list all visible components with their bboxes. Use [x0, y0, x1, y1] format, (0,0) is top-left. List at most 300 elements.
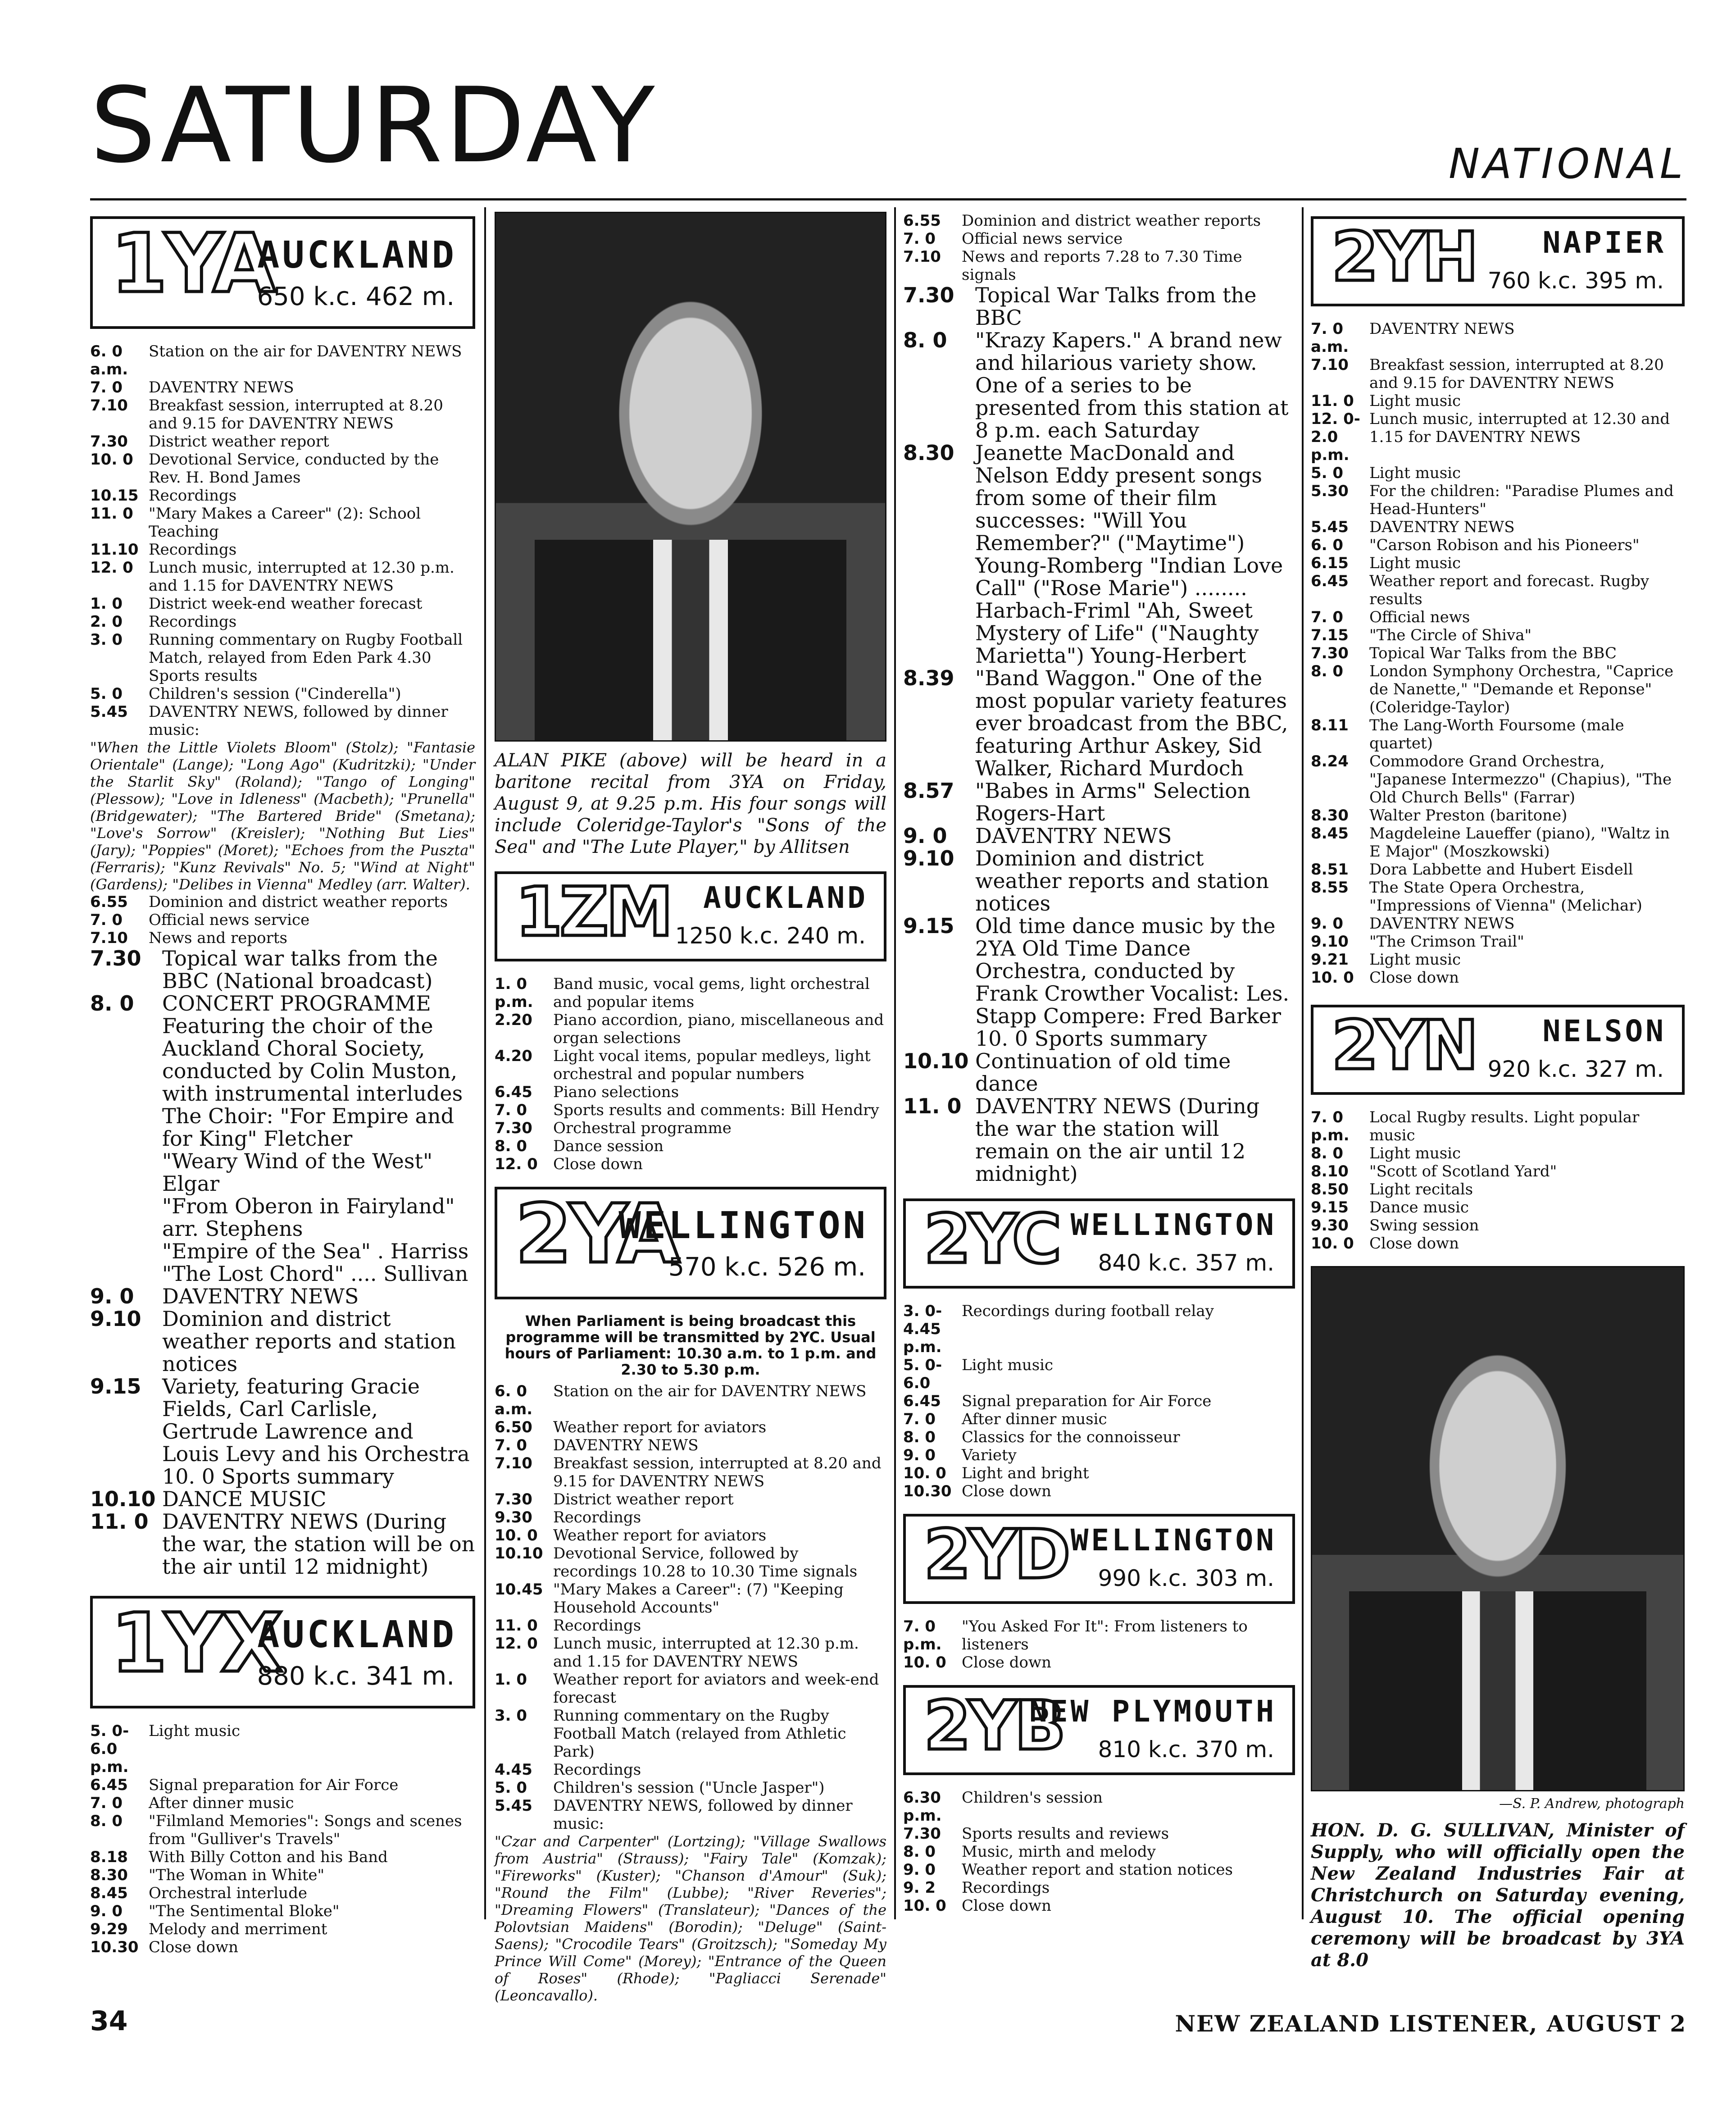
programme-description: Local Rugby results. Light popular music [1369, 1108, 1640, 1144]
programme-time: 8.30 [90, 1866, 128, 1884]
programme-description: Devotional Service, followed by recordings 10.28 to 10.30 Time signals [553, 1544, 858, 1581]
programme-time: 9. 0 [90, 1284, 134, 1308]
programme-item [495, 1581, 886, 1617]
programme-time: 7. 0 [495, 1436, 527, 1454]
programme-description: DAVENTRY NEWS [1369, 320, 1515, 338]
programme-description: "Carson Robison and his Pioneers" [1369, 536, 1640, 554]
programme-description: Light music [962, 1356, 1054, 1374]
programme-time: 3. 0 [495, 1707, 527, 1725]
programme-description: Variety, featuring Gracie Fields, Carl Carlisle, Gertrude Lawrence and Louis Levy and his Orchestra 10. 0 Sports summary [162, 1374, 470, 1489]
programme-time: 8. 0 [903, 328, 947, 352]
programme-list [495, 975, 886, 1173]
programme-time [90, 1240, 162, 1262]
programme-item [1311, 806, 1685, 824]
programme-time: 9.29 [90, 1920, 128, 1938]
station-box-2yc [903, 1198, 1295, 1289]
programme-description: Station on the air for DAVENTRY NEWS [553, 1382, 867, 1400]
programme-time: 8. 0 [1311, 1144, 1344, 1162]
programme-item [90, 1307, 475, 1375]
programme-description: "From Oberon in Fairyland" arr. Stephens [162, 1194, 455, 1241]
programme-description: Official news service [149, 911, 310, 929]
programme-description: Recordings during football relay [962, 1302, 1214, 1320]
programme-time [90, 1150, 162, 1195]
programme-time: 1. 0 [495, 1671, 527, 1689]
programme-item [90, 505, 475, 541]
programme-description: DAVENTRY NEWS [1369, 915, 1515, 933]
programme-list [1311, 320, 1685, 987]
programme-time: 6. 0 [1311, 536, 1344, 554]
programme-item [903, 1356, 1295, 1392]
programme-item [495, 1011, 886, 1047]
programme-description: Weather report for aviators [553, 1418, 767, 1436]
programme-item [1311, 410, 1685, 464]
programme-list [903, 1789, 1295, 1915]
programme-time: 5.45 [495, 1797, 532, 1815]
programme-time: 12. 0-2.0 p.m. [1311, 410, 1360, 464]
programme-item [1311, 951, 1685, 969]
programme-time: 10. 0 [495, 1526, 538, 1544]
programme-item [495, 1635, 886, 1671]
programme-time: 7. 0 [90, 378, 123, 396]
programme-item [1311, 662, 1685, 716]
programme-list [90, 342, 475, 739]
programme-item [903, 1789, 1295, 1825]
programme-item [90, 929, 475, 947]
programme-item [903, 779, 1295, 824]
programme-time: 11. 0 [90, 1509, 149, 1534]
programme-time: 5. 0 [90, 685, 123, 703]
programme-item [495, 1083, 886, 1101]
station-frequency: 840 k.c. 357 m. [1098, 1250, 1274, 1276]
programme-time: 5.45 [1311, 518, 1349, 536]
programme-description: Dominion and district weather reports and station notices [975, 846, 1269, 916]
programme-item [495, 1526, 886, 1544]
programme-time: 9. 0 [903, 1446, 936, 1464]
programme-time: 8. 0 [90, 1812, 123, 1830]
programme-description: Weather report for aviators [553, 1526, 767, 1544]
programme-item [903, 1410, 1295, 1428]
programme-item [90, 595, 475, 613]
programme-time: 8.55 [1311, 879, 1349, 897]
programme-description: Lunch music, interrupted at 12.30 and 1.15 for DAVENTRY NEWS [1369, 410, 1670, 446]
programme-description: "Krazy Kapers." A brand new and hilarious variety show. One of a series to be presented from this station at 8 p.m. each Saturday [975, 328, 1289, 442]
programme-time: 9.15 [90, 1374, 141, 1398]
programme-time: 6.30 p.m. [903, 1789, 942, 1825]
programme-description: Devotional Service, conducted by the Rev. H. Bond James [149, 451, 439, 487]
programme-time: 7.30 [495, 1490, 532, 1508]
programme-time: 10.30 [903, 1482, 952, 1500]
programme-description: Recordings [149, 613, 237, 631]
programme-time: 5.45 [90, 703, 128, 721]
programme-item [495, 1544, 886, 1581]
programme-description: Melody and merriment [149, 1920, 327, 1938]
programme-description: District week-end weather forecast [149, 595, 423, 613]
parliament-notice: When Parliament is being broadcast this programme will be transmitted by 2YC. Usual hours of Parliament: 10.30 a.m. to 1 p.m. and 2.30 to 5.30 p.m. [504, 1312, 877, 1378]
programme-item [495, 1454, 886, 1490]
programme-description: Close down [962, 1653, 1051, 1672]
programme-time: 2.20 [495, 1011, 532, 1029]
programme-time: 11. 0 [90, 505, 133, 523]
programme-description: Lunch music, interrupted at 12.30 p.m. and 1.15 for DAVENTRY NEWS [149, 559, 454, 595]
programme-time: 10. 0 [903, 1653, 946, 1672]
station-frequency: 880 k.c. 341 m. [257, 1662, 454, 1691]
programme-item [903, 1392, 1295, 1410]
programme-description: Dominion and district weather reports and station notices [162, 1307, 456, 1376]
programme-item [90, 1794, 475, 1812]
programme-time: 10.10 [90, 1487, 156, 1511]
programme-description: Continuation of old time dance [975, 1049, 1231, 1096]
station-box-2ya [495, 1187, 886, 1299]
programme-item [903, 1617, 1295, 1653]
programme-time: 10. 0 [903, 1464, 946, 1482]
programme-time: 7. 0 [495, 1101, 527, 1119]
programme-time: 8.45 [1311, 824, 1349, 843]
programme-description: "Band Waggon." One of the most popular variety features ever broadcast from the BBC, featuring Arthur Askey, Sid Walker, Richard Murdoch [975, 666, 1288, 780]
programme-item [903, 1653, 1295, 1672]
programme-item [90, 1262, 475, 1285]
programme-time: 8. 0 [495, 1137, 527, 1155]
programme-time: 9. 2 [903, 1879, 936, 1897]
programme-time: 8.30 [903, 441, 954, 465]
programme-item [90, 1884, 475, 1902]
programme-item [1311, 482, 1685, 518]
programme-item [90, 1375, 475, 1488]
programme-item [903, 1050, 1295, 1095]
programme-description: Recordings [553, 1617, 641, 1635]
programme-description: DAVENTRY NEWS [149, 378, 294, 396]
programme-time: 9. 0 [903, 824, 947, 848]
column-2 [495, 212, 886, 2004]
programme-time: 5.30 [1311, 482, 1349, 500]
station-callsign: 2YH [1332, 218, 1476, 296]
station-frequency: 990 k.c. 303 m. [1098, 1565, 1274, 1591]
programme-time: 8. 0 [903, 1843, 936, 1861]
programme-time: 1. 0 p.m. [495, 975, 533, 1011]
programme-item [1311, 356, 1685, 392]
station-frequency: 810 k.c. 370 m. [1098, 1736, 1274, 1763]
programme-description: Signal preparation for Air Force [962, 1392, 1212, 1410]
programme-description: DAVENTRY NEWS (During the war the station will remain on the air until 12 midnight) [975, 1094, 1260, 1186]
programme-item [903, 1861, 1295, 1879]
station-box-2yn [1311, 1005, 1685, 1095]
programme-time: 7.30 [90, 433, 128, 451]
programme-description: "Mary Makes a Career" (2): School Teaching [149, 505, 421, 541]
programme-item [903, 329, 1295, 442]
programme-item [903, 1428, 1295, 1446]
programme-item [903, 1446, 1295, 1464]
programme-item [1311, 536, 1685, 554]
programme-item [903, 1302, 1295, 1356]
programme-item [495, 1047, 886, 1083]
programme-time: 7. 0 a.m. [1311, 320, 1349, 356]
programme-item [90, 1488, 475, 1510]
programme-description: Weather report and forecast. Rugby results [1369, 572, 1650, 608]
programme-time: 8.18 [90, 1848, 128, 1866]
programme-item [495, 975, 886, 1011]
programme-time: 8.45 [90, 1884, 128, 1902]
programme-item [90, 911, 475, 929]
programme-item [90, 992, 475, 1105]
station-city: AUCKLAND [257, 234, 457, 277]
station-city: WELLINGTON [1070, 1523, 1277, 1558]
programme-item [495, 1761, 886, 1779]
programme-item [1311, 1180, 1685, 1198]
programme-description: DANCE MUSIC [162, 1487, 327, 1511]
programme-description: "Filmland Memories": Songs and scenes from "Gulliver's Travels" [149, 1812, 462, 1848]
programme-time: 7.10 [90, 929, 128, 947]
station-callsign: 2YA [515, 1187, 677, 1281]
programme-description: Sports results and reviews [962, 1825, 1169, 1843]
programme-time: 7.30 [90, 946, 141, 970]
programme-time: 8.10 [1311, 1162, 1349, 1180]
programme-item [903, 1825, 1295, 1843]
programme-item [1311, 716, 1685, 752]
programme-item [495, 1155, 886, 1173]
programme-item [903, 212, 1295, 230]
programme-time: 10. 0 [1311, 1234, 1354, 1253]
programme-time: 9. 0 [903, 1861, 936, 1879]
programme-list [90, 893, 475, 947]
programme-item [1311, 626, 1685, 644]
station-box-1zm [495, 871, 886, 961]
programme-description: Light music [149, 1722, 241, 1740]
column-1 [90, 212, 475, 1956]
programme-item [90, 433, 475, 451]
programme-description: The Lang-Worth Foursome (male quartet) [1369, 716, 1624, 752]
programme-description: Light music [1369, 951, 1461, 969]
programme-item [495, 1671, 886, 1707]
programme-time: 7.10 [1311, 356, 1349, 374]
page-title: SATURDAY [90, 66, 658, 186]
programme-item [90, 631, 475, 685]
programme-time: 9.15 [1311, 1198, 1349, 1216]
programme-item [1311, 969, 1685, 987]
programme-description: CONCERT PROGRAMME Featuring the choir of the Auckland Choral Society, conducted by Colin Muston, with instrumental interludes [162, 991, 463, 1106]
programme-description: London Symphony Orchestra, "Caprice de Nanette," "Demande et Reponse" (Coleridge-Taylor) [1369, 662, 1674, 716]
programme-description: Walter Preston (baritone) [1369, 806, 1568, 824]
programme-time: 8.30 [1311, 806, 1349, 824]
programme-item [1311, 1216, 1685, 1234]
programme-item [1311, 1144, 1685, 1162]
programme-item [90, 1105, 475, 1150]
programme-time: 7. 0 [903, 1410, 936, 1428]
programme-item [495, 1382, 886, 1418]
programme-time: 9.21 [1311, 951, 1349, 969]
programme-description: "The Sentimental Bloke" [149, 1902, 340, 1920]
programme-description: Orchestral programme [553, 1119, 732, 1137]
programme-description: Light music [1369, 464, 1461, 482]
programme-time: 7.30 [495, 1119, 532, 1137]
programme-description: DAVENTRY NEWS, followed by dinner music: [553, 1797, 853, 1833]
programme-item [495, 1119, 886, 1137]
programme-item [495, 1137, 886, 1155]
programme-time: 8. 0 [90, 991, 134, 1016]
programme-item [90, 1150, 475, 1195]
programme-time: 10. 0 [1311, 969, 1354, 987]
programme-time: 6.15 [1311, 554, 1349, 572]
programme-description: Orchestral interlude [149, 1884, 307, 1902]
programme-time: 10.45 [495, 1581, 543, 1599]
programme-item [90, 613, 475, 631]
programme-item [90, 703, 475, 739]
programme-time: 6. 0 a.m. [495, 1382, 533, 1418]
programme-item [1311, 1108, 1685, 1144]
programme-description: Dominion and district weather reports [962, 212, 1261, 230]
programme-description: Close down [1369, 1234, 1459, 1253]
programme-item [90, 1722, 475, 1776]
column-divider [894, 207, 896, 1919]
station-box-2yd [903, 1514, 1295, 1604]
programme-description: Dance music [1369, 1198, 1469, 1216]
station-box-2yh [1311, 216, 1685, 306]
programme-description: Light vocal items, popular medleys, light orchestral and popular numbers [553, 1047, 871, 1083]
programme-item [495, 1617, 886, 1635]
programme-item [495, 1707, 886, 1761]
station-callsign: 2YD [924, 1516, 1068, 1594]
programme-description: Recordings [553, 1761, 641, 1779]
programme-item [90, 1776, 475, 1794]
programme-time: 10. 0 [903, 1897, 946, 1915]
programme-description: Light music [1369, 554, 1461, 572]
programme-item [90, 378, 475, 396]
programme-description: Close down [962, 1482, 1051, 1500]
programme-time: 9.30 [1311, 1216, 1349, 1234]
programme-item [90, 947, 475, 992]
programme-item [903, 1897, 1295, 1915]
programme-time: 7.10 [495, 1454, 532, 1472]
programme-item [903, 1482, 1295, 1500]
programme-list [90, 1722, 475, 1956]
column-4 [1311, 212, 1685, 1985]
programme-time: 5. 0 [495, 1779, 527, 1797]
programme-description: DAVENTRY NEWS [162, 1284, 359, 1308]
programme-description: Close down [1369, 969, 1459, 987]
programme-list-large [903, 284, 1295, 1185]
programme-time: 6.50 [495, 1418, 532, 1436]
photo-caption: HON. D. G. SULLIVAN, Minister of Supply, who will officially open the New Zealand Industries Fair at Christchurch on Saturday evening, August 10. The official opening ceremony will be broadcast by 3YA at 8.0 [1311, 1820, 1685, 1971]
programme-description: Topical War Talks from the BBC [975, 283, 1257, 330]
programme-item [495, 1797, 886, 1833]
station-box-1ya [90, 216, 475, 329]
programme-time: 7.30 [903, 1825, 941, 1843]
station-city: WELLINGTON [618, 1204, 868, 1247]
programme-item [495, 1779, 886, 1797]
programme-time: 11. 0 [1311, 392, 1354, 410]
column-3 [903, 212, 1295, 1915]
programme-description: "The Woman in White" [149, 1866, 325, 1884]
programme-description: Signal preparation for Air Force [149, 1776, 399, 1794]
programme-item [90, 893, 475, 911]
programme-item [90, 1920, 475, 1938]
programme-list-large [90, 947, 475, 1578]
programme-time [90, 1105, 162, 1150]
programme-description: "The Lost Chord" .... Sullivan [162, 1262, 468, 1286]
programme-item [495, 1490, 886, 1508]
programme-description: Official news [1369, 608, 1470, 626]
section-label: NATIONAL [1449, 140, 1686, 188]
programme-description: Children's session [962, 1789, 1103, 1807]
programme-description: District weather report [149, 433, 329, 451]
programme-time: 10.30 [90, 1938, 139, 1956]
station-city: WELLINGTON [1070, 1207, 1277, 1242]
programme-description: Running commentary on the Rugby Football Match (relayed from Athletic Park) [553, 1707, 846, 1761]
programme-description: "You Asked For It": From listeners to listeners [962, 1617, 1248, 1653]
programme-item [903, 248, 1295, 284]
programme-description: News and reports 7.28 to 7.30 Time signals [962, 248, 1242, 284]
programme-time: 6.45 [1311, 572, 1349, 590]
programme-description: Magdeleine Laueffer (piano), "Waltz in E Major" (Moszkowski) [1369, 824, 1670, 861]
programme-description: Music, mirth and melody [962, 1843, 1156, 1861]
programme-item [90, 1848, 475, 1866]
station-frequency: 1250 k.c. 240 m. [675, 923, 866, 949]
page-number: 34 [90, 2005, 128, 2037]
programme-description: "Empire of the Sea" . Harriss [162, 1239, 469, 1263]
station-box-1yx [90, 1596, 475, 1708]
programme-description: Dominion and district weather reports [149, 893, 448, 911]
programme-time: 9.30 [495, 1508, 532, 1526]
programme-item [90, 451, 475, 487]
programme-description: District weather report [553, 1490, 734, 1508]
programme-item [1311, 320, 1685, 356]
programme-time: 8.39 [903, 666, 954, 690]
station-city: NAPIER [1542, 225, 1666, 260]
programme-description: Old time dance music by the 2YA Old Time Dance Orchestra, conducted by Frank Crowther Vocalist: Les. Stapp Compere: Fred Barker 10. 0 Sports summary [975, 914, 1290, 1051]
portrait-photo [1311, 1266, 1685, 1791]
programme-item [1311, 608, 1685, 626]
programme-item [903, 1843, 1295, 1861]
programme-time: 6.45 [90, 1776, 128, 1794]
station-callsign: 1ZM [515, 873, 671, 952]
programme-description: "Babes in Arms" Selection Rogers-Hart [975, 779, 1251, 825]
programme-item [495, 1418, 886, 1436]
programme-description: Sports results and comments: Bill Hendry [553, 1101, 879, 1119]
programme-time: 10.10 [903, 1049, 969, 1073]
programme-item [903, 1095, 1295, 1185]
programme-list [903, 1302, 1295, 1500]
programme-list [903, 1617, 1295, 1672]
station-city: NELSON [1542, 1014, 1666, 1048]
programme-description: Children's session ("Uncle Jasper") [553, 1779, 825, 1797]
programme-description: DAVENTRY NEWS [1369, 518, 1515, 536]
programme-time: 9.10 [903, 846, 954, 870]
programme-time: 7. 0 [90, 1794, 123, 1812]
programme-time [90, 1262, 162, 1285]
programme-description: Dance session [553, 1137, 664, 1155]
programme-item [1311, 861, 1685, 879]
station-callsign: 2YN [1332, 1007, 1476, 1085]
programme-item [90, 541, 475, 559]
programme-time: 6. 0 a.m. [90, 342, 128, 378]
programme-description: Classics for the connoisseur [962, 1428, 1180, 1446]
programme-time: 10.10 [495, 1544, 543, 1562]
programme-description: Jeanette MacDonald and Nelson Eddy present songs from some of their film successes: "Will You Remember?" ("Maytime") Young-Romberg "Indian Love Call" ("Rose Marie") ........ Harbach-Friml "Ah, Sweet Mystery of Life" ("Naughty Marietta") Young-Herbert [975, 441, 1283, 668]
programme-time: 5. 0-6.0 [903, 1356, 942, 1392]
station-callsign: 2YC [924, 1200, 1059, 1279]
programme-time: 11. 0 [495, 1617, 538, 1635]
programme-item [90, 1510, 475, 1578]
programme-description: Piano selections [553, 1083, 679, 1101]
programme-time: 4.45 [495, 1761, 532, 1779]
programme-description: Breakfast session, interrupted at 8.20 and 9.15 for DAVENTRY NEWS [553, 1454, 882, 1490]
photo-caption: ALAN PIKE (above) will be heard in a baritone recital from 3YA on Friday, August 9, at 9.25 p.m. His four songs will include Coleridge-Taylor's "Sons of the Sea" and "The Lute Player," by Allitsen [495, 750, 886, 857]
programme-item [903, 1879, 1295, 1897]
programme-description: Running commentary on Rugby Football Match, relayed from Eden Park 4.30 Sports results [149, 631, 463, 685]
programme-time: 10.15 [90, 487, 139, 505]
programme-description: Variety [962, 1446, 1017, 1464]
programme-time: 8.57 [903, 779, 954, 803]
programme-time: 11. 0 [903, 1094, 962, 1118]
programme-item [903, 230, 1295, 248]
